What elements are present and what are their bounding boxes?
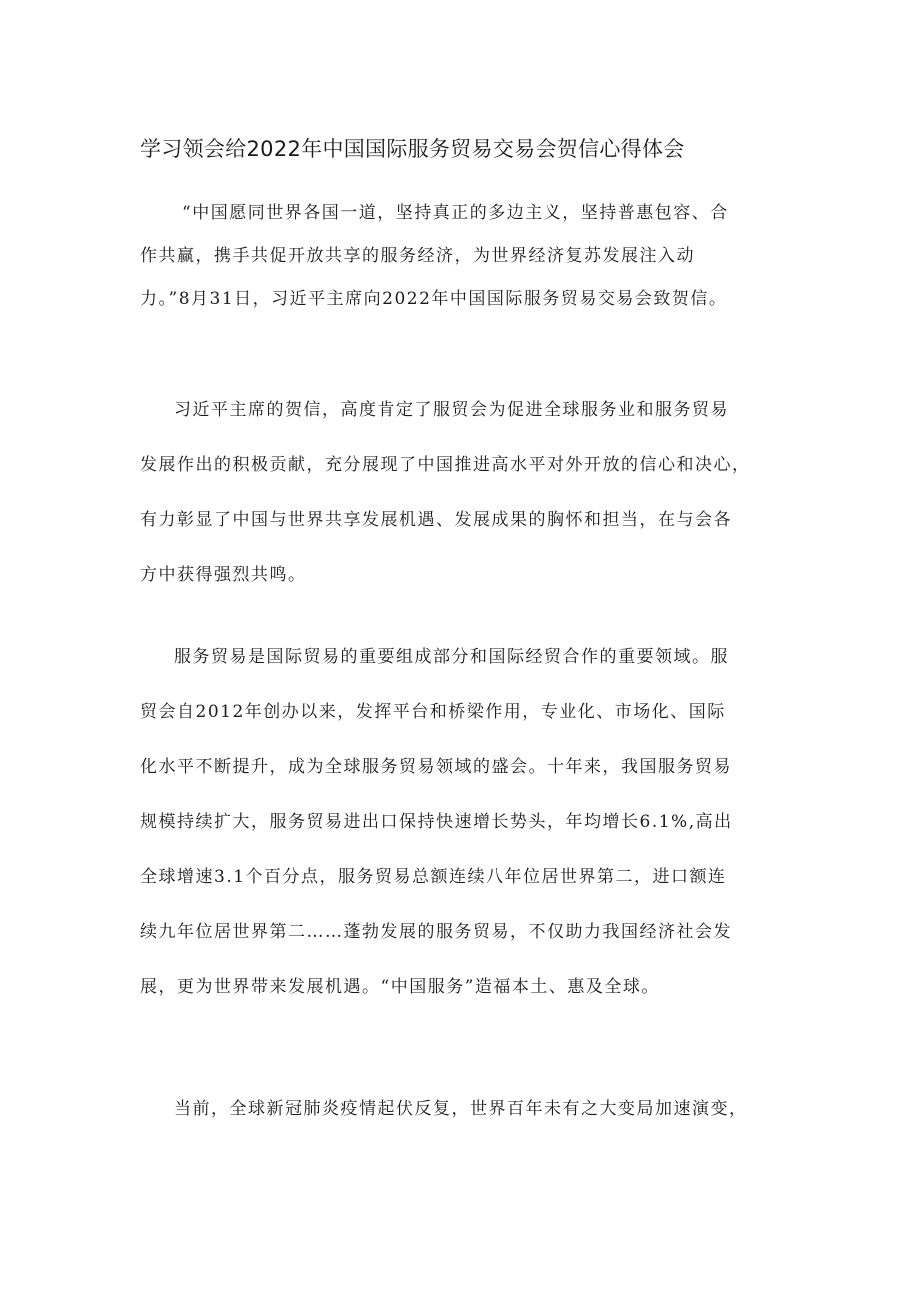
paragraph-line: 发展作出的积极贡献，充分展现了中国推进高水平对外开放的信心和决心， (140, 455, 751, 475)
paragraph-line: 习近平主席的贺信，高度肯定了服贸会为促进全球服务业和服务贸易 (174, 400, 729, 420)
paragraph-2 (140, 383, 792, 603)
paragraph-line: 贸会自2012年创办以来，发挥平台和桥梁作用，专业化、市场化、国际 (140, 702, 726, 722)
paragraph-3 (140, 630, 792, 1015)
paragraph-line: 有力彰显了中国与世界共享发展机遇、发展成果的胸怀和担当，在与会各 (140, 510, 732, 530)
paragraph-line: “中国愿同世界各国一道，坚持真正的多边主义，坚持普惠包容、合 (182, 203, 729, 223)
paragraph-line: 作共赢，携手共促开放共享的服务经济，为世界经济复苏发展注入动 (140, 246, 695, 266)
paragraph-1 (140, 192, 792, 321)
paragraph-line: 方中获得强烈共鸣。 (140, 565, 307, 585)
paragraph-line: 服务贸易是国际贸易的重要组成部分和国际经贸合作的重要领域。服 (174, 647, 729, 667)
document-title: 学习领会给2022年中国国际服务贸易交易会贺信心得体会 (140, 137, 685, 161)
paragraph-4 (140, 1087, 792, 1132)
paragraph-line: 续九年位居世界第二……蓬勃发展的服务贸易，不仅助力我国经济社会发 (140, 922, 732, 942)
paragraph-line: 规模持续扩大，服务贸易进出口保持快速增长势头，年均增长6.1%,高出 (140, 812, 733, 832)
paragraph-line: 展，更为世界带来发展机遇。“中国服务”造福本土、惠及全球。 (140, 977, 660, 997)
paragraph-line: 全球增速3.1个百分点，服务贸易总额连续八年位居世界第二，进口额连 (140, 867, 727, 887)
paragraph-line: 力。”8月31日，习近平主席向2022年中国国际服务贸易交易会致贺信。 (140, 289, 728, 309)
paragraph-line: 化水平不断提升，成为全球服务贸易领域的盛会。十年来，我国服务贸易 (140, 757, 732, 777)
paragraph-line: 当前，全球新冠肺炎疫情起伏反复，世界百年未有之大变局加速演变， (174, 1099, 748, 1119)
